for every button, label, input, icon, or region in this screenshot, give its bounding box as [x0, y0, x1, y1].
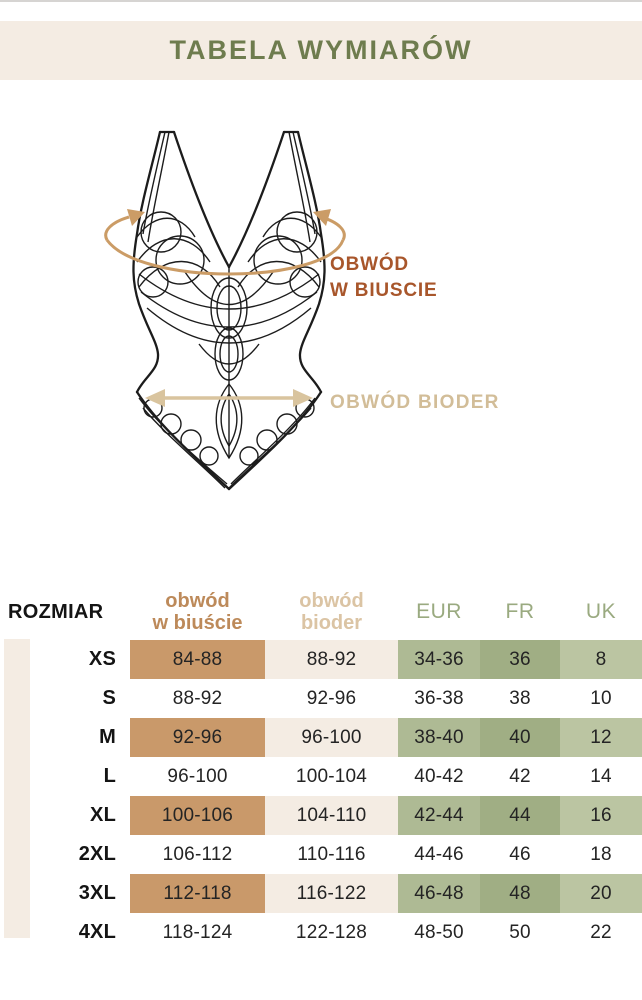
table-row-4xl — [0, 913, 642, 952]
bust-label-line2: W BIUSCIE — [330, 280, 438, 301]
table-header-row — [0, 584, 642, 640]
cell-hips: 116-122 — [265, 874, 398, 913]
cell-fr: 36 — [480, 640, 560, 679]
bust-label-line1: OBWÓD — [330, 254, 409, 275]
column-header-eur: EUR — [416, 600, 462, 624]
cell-size: 3XL — [78, 882, 116, 904]
table-row-s — [0, 679, 642, 718]
cell-uk: 12 — [560, 718, 642, 757]
page-title: TABELA WYMIARÓW — [169, 35, 473, 65]
cell-hips: 88-92 — [265, 640, 398, 679]
cell-eur: 38-40 — [398, 718, 480, 757]
cell-eur: 36-38 — [414, 687, 464, 709]
column-header-hips — [265, 590, 398, 635]
cell-fr: 46 — [509, 843, 531, 865]
column-header-hips-line1: obwód — [299, 589, 364, 612]
cell-hips: 122-128 — [295, 921, 368, 943]
bust-measure-arrow — [106, 209, 345, 274]
cell-eur: 48-50 — [414, 921, 464, 943]
column-header-bust — [130, 590, 265, 635]
cell-fr: 48 — [480, 874, 560, 913]
size-table-body — [0, 640, 642, 952]
cell-eur: 34-36 — [398, 640, 480, 679]
column-header-bust-line1: obwód — [165, 589, 230, 612]
cell-fr: 44 — [480, 796, 560, 835]
cell-size: 4XL — [78, 921, 116, 943]
cell-eur: 44-46 — [414, 843, 464, 865]
table-row-xs — [0, 640, 642, 679]
cell-size: 2XL — [78, 843, 116, 865]
cell-uk: 22 — [590, 921, 612, 943]
cell-fr: 50 — [509, 921, 531, 943]
cell-bust: 118-124 — [162, 921, 233, 943]
cell-size: L — [103, 765, 116, 787]
column-header-hips-line2: bioder — [300, 612, 363, 634]
cell-uk: 8 — [560, 640, 642, 679]
cell-uk: 10 — [590, 687, 612, 709]
cell-bust: 92-96 — [130, 718, 265, 757]
column-header-fr: FR — [505, 600, 535, 624]
cell-fr: 38 — [509, 687, 531, 709]
table-row-xl — [0, 796, 642, 835]
cell-size: S — [102, 687, 116, 709]
cell-bust: 112-118 — [130, 874, 265, 913]
cell-size: M — [99, 726, 116, 748]
table-row-m — [0, 718, 642, 757]
cell-fr: 42 — [509, 765, 531, 787]
cell-uk: 18 — [590, 843, 612, 865]
cell-hips: 100-104 — [295, 765, 368, 787]
cell-hips: 92-96 — [306, 687, 357, 709]
table-row-2xl — [0, 835, 642, 874]
cell-uk: 16 — [560, 796, 642, 835]
cell-bust: 84-88 — [130, 640, 265, 679]
bodysuit-illustration — [95, 112, 355, 497]
header-band — [0, 21, 642, 80]
table-row-l — [0, 757, 642, 796]
top-divider — [0, 0, 642, 2]
cell-eur: 46-48 — [398, 874, 480, 913]
column-header-bust-line2: w biuście — [152, 612, 243, 634]
cell-hips: 104-110 — [265, 796, 398, 835]
cell-hips: 110-116 — [297, 843, 366, 865]
column-header-rozmiar: ROZMIAR — [8, 600, 104, 623]
lace-pattern — [137, 132, 321, 488]
cell-bust: 100-106 — [130, 796, 265, 835]
cell-uk: 14 — [590, 765, 612, 787]
cell-size: XS — [88, 648, 116, 670]
cell-hips: 96-100 — [265, 718, 398, 757]
cell-bust: 106-112 — [162, 843, 233, 865]
cell-bust: 96-100 — [167, 765, 228, 787]
cell-fr: 40 — [480, 718, 560, 757]
cell-uk: 20 — [560, 874, 642, 913]
table-row-3xl — [0, 874, 642, 913]
hips-measure-label: OBWÓD BIODER — [330, 392, 500, 413]
cell-size: XL — [90, 804, 116, 826]
bust-measure-label — [330, 252, 437, 304]
cell-eur: 40-42 — [414, 765, 464, 787]
cell-eur: 42-44 — [398, 796, 480, 835]
column-header-uk: UK — [585, 600, 617, 624]
cell-bust: 88-92 — [172, 687, 223, 709]
